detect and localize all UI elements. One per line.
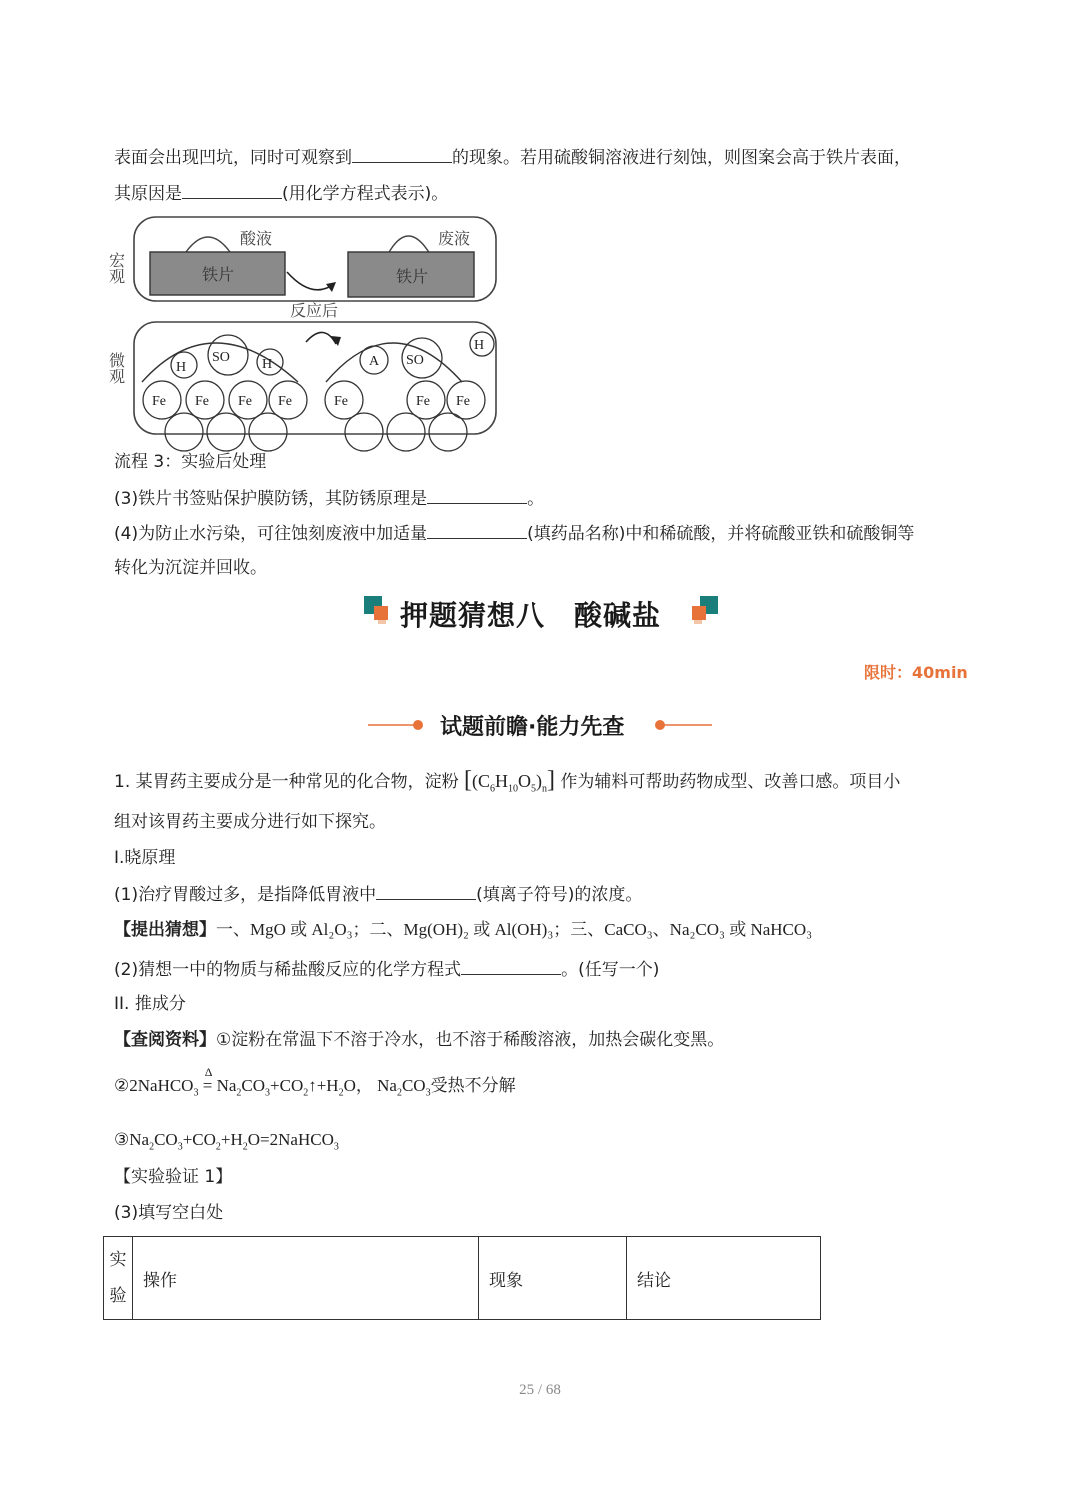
sub1-text: (1)治疗胃酸过多，是指降低胃液中 <box>114 885 377 905</box>
reference-3: $③Na_2CO_3+CO_2+H_2O=2NaHCO_3$ <box>114 1130 339 1153</box>
intro-text: (用化学方程式表示)。 <box>282 184 449 204</box>
table-header-phenomenon: 现象 <box>479 1237 627 1320</box>
micro-box <box>134 322 496 434</box>
answer-blank[interactable] <box>427 485 527 504</box>
guess-text: 一、MgO 或 Al₂O₃；二、Mg(OH)₂ 或 Al(OH)₃；三、CaCO₃、Na₂CO₃ 或 NaHCO₃ <box>216 920 813 939</box>
q1-part-1: I.晓原理 <box>114 848 176 868</box>
q1-part-2: II. 推成分 <box>114 994 186 1014</box>
question-4-cont: 转化为沉淀并回收。 <box>114 558 267 578</box>
acid-drop-icon <box>186 237 230 252</box>
section-heading <box>368 708 712 740</box>
page-number: 25 / 68 <box>519 1382 561 1398</box>
experiment-label: 【实验验证 1】 <box>114 1167 233 1187</box>
arrow-top-icon <box>287 272 334 290</box>
process3-title: 流程 3：实验后处理 <box>114 452 267 472</box>
q3-text: (3)铁片书签贴保护膜防锈，其防锈原理是 <box>114 489 428 509</box>
atom-fe: Fe <box>238 394 252 409</box>
atom-fe: Fe <box>334 394 348 409</box>
micro-label: 微观 <box>106 352 126 384</box>
q1-line-2: 组对该胃药主要成分进行如下探究。 <box>114 812 386 832</box>
q1-sub-1 <box>114 881 642 907</box>
iron-label-left: 铁片 <box>202 265 235 284</box>
answer-blank[interactable] <box>352 144 452 163</box>
reference-text: ①淀粉在常温下不溶于冷水，也不溶于稀酸溶液，加热会碳化变黑。 <box>216 1030 725 1050</box>
topic-banner <box>360 588 720 638</box>
banner-title: 押题猜想八 酸碱盐 <box>400 599 662 632</box>
q1-line-1 <box>114 768 900 794</box>
line-dot-right-icon <box>652 710 712 740</box>
section-title: 试题前瞻·能力先查 <box>440 715 625 740</box>
arrow-bottom-icon <box>306 332 336 344</box>
reference-label: 【查阅资料】 <box>114 1030 216 1050</box>
atom-fe: Fe <box>416 394 430 409</box>
iron-label-right: 铁片 <box>396 267 429 286</box>
answer-blank[interactable] <box>427 520 527 539</box>
sub2-text: 。(任写一个) <box>561 960 660 980</box>
sub1-text: (填离子符号)的浓度。 <box>476 885 643 905</box>
atom-fe: Fe <box>152 394 166 409</box>
table-header-experiment: 实验 <box>104 1237 133 1320</box>
time-limit: 限时：40min <box>864 663 968 682</box>
atom-fe: Fe <box>456 394 470 409</box>
guess-label: 【提出猜想】 <box>114 920 216 940</box>
waste-label: 废液 <box>438 229 471 248</box>
guess-line <box>114 918 812 942</box>
intro-text: 的现象。若用硫酸铜溶液进行刻蚀，则图案会高于铁片表面， <box>452 148 911 168</box>
question-4 <box>114 520 914 546</box>
q3-text: 。 <box>527 489 545 509</box>
answer-blank[interactable] <box>461 956 561 975</box>
intro-line-2 <box>114 180 448 206</box>
reference-text: 受热不分解 <box>430 1076 516 1096</box>
acid-label: 酸液 <box>240 229 273 248</box>
q4-text: (填药品名称)中和稀硫酸，并将硫酸亚铁和硫酸铜等 <box>527 524 915 544</box>
ion-so4: SO <box>406 353 424 368</box>
corrosion-diagram <box>106 212 504 440</box>
line-dot-left-icon <box>368 710 428 740</box>
table-header-operation: 操作 <box>133 1237 479 1320</box>
banner-right-icon <box>686 592 726 632</box>
q1-text: 作为辅料可帮助药物成型、改善口感。项目小 <box>560 772 901 792</box>
intro-text: 其原因是 <box>114 184 182 204</box>
answer-blank[interactable] <box>182 180 282 199</box>
ion-so4: SO <box>212 350 230 365</box>
q1-text: 1. 某胃药主要成分是一种常见的化合物，淀粉 <box>114 772 459 792</box>
table-row <box>104 1237 821 1320</box>
ion-h: H <box>176 360 187 375</box>
atom-fe: Fe <box>278 394 292 409</box>
reference-2: ②2NaHCO$_3$ Δ = $Na_2CO_3+CO_2↑+H_2O$， $Na_2CO_3$受热不分解 <box>114 1065 516 1099</box>
table-header-conclusion: 结论 <box>627 1237 821 1320</box>
answer-blank[interactable] <box>376 881 476 900</box>
ion-h: H <box>262 357 273 372</box>
sub2-text: (2)猜想一中的物质与稀盐酸反应的化学方程式 <box>114 960 462 980</box>
arrow-label: 反应后 <box>290 301 339 320</box>
molecule-h2: H <box>474 338 485 353</box>
banner-left-icon <box>360 592 400 632</box>
experiment-table <box>103 1236 821 1320</box>
q4-text: (4)为防止水污染，可往蚀刻废液中加适量 <box>114 524 428 544</box>
starch-formula: $[(C_6H_{10}O_5)_n]$ <box>464 767 556 795</box>
q1-sub-2 <box>114 956 659 982</box>
ion-a: A <box>369 354 380 369</box>
reference-1 <box>114 1028 724 1052</box>
intro-line-1 <box>114 144 911 170</box>
atom-fe: Fe <box>195 394 209 409</box>
intro-text: 表面会出现凹坑，同时可观察到 <box>114 148 352 168</box>
q1-sub-3: (3)填写空白处 <box>114 1203 224 1223</box>
macro-label: 宏观 <box>106 252 126 284</box>
question-3 <box>114 485 544 511</box>
